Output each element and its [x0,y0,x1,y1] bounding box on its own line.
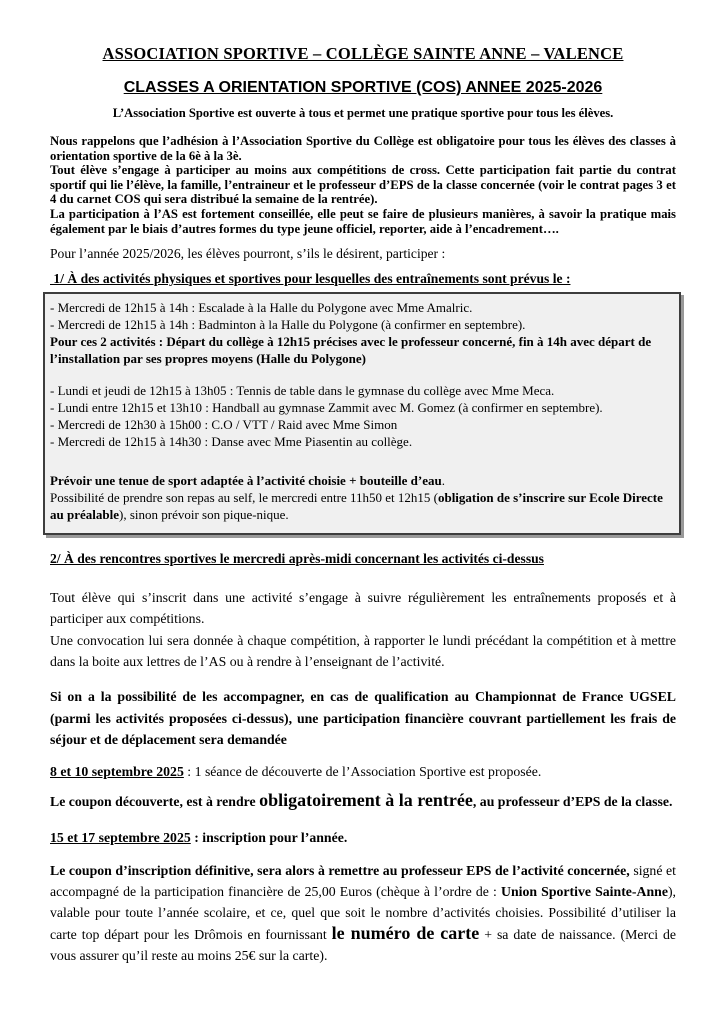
activities-departure-note: Pour ces 2 activités : Départ du collège à 12h15 précises avec le professeur concerné, fin à 14h avec départ de l’installation par ses propres moyens (Halle du Polygone) [50,334,652,367]
section1-heading: 1/ À des activités physiques et sportives pour lesquelles des entraînements sont prévus le : [50,271,571,287]
intro-block [50,134,676,236]
section2-paragraph-2: Une convocation lui sera donnée à chaque compétition, à rapporter le lundi précédant la compétition et à mettre dans la boite aux lettres de l’AS ou à rendre à l’enseignant de l’activité. [50,632,676,670]
box-spacer [50,450,673,472]
intro-paragraph-2: Tout élève s’engage à participer au moins aux compétitions de cross. Cette participation fait partie du contrat sportif qui lie l’élève, la famille, l’entraineur et le professeur d’EPS de la classe concernée (voir le contrat pages 3 et 4 du carnet COS qui sera distribué la semaine de la rentrée). [50,163,676,207]
equipment-note [50,472,673,489]
equipment-note-bold: Prévoir une tenue de sport adaptée à l’activité choisie + bouteille d’eau [50,473,442,489]
inscription-seg-bold1: Le coupon d’inscription définitive, sera alors à remettre au professeur EPS de l’activité concernée, [50,863,634,879]
box-spacer [50,367,673,382]
lunch-note-post: ), sinon prévoir son pique-nique. [118,507,289,523]
inscription-date-line [50,830,676,846]
activities-box [43,292,681,535]
doc-title: ASSOCIATION SPORTIVE – COLLÈGE SAINTE ANNE – VALENCE [102,44,624,63]
ugsel-paragraph: Si on a la possibilité de les accompagner, en cas de qualification au Championnat de France UGSEL (parmi les activités proposées ci-dessus), une participation financière couvrant partiellement les frais de séjour et de déplacement sera demandée [50,689,676,747]
inscription-seg-2: signé et accompagné de la participation financière de 25,00 Euros (chèque à l’ordre de : [50,863,676,900]
doc-subtitle: CLASSES A ORIENTATION SPORTIVE (COS) ANNEE 2025-2026 [123,79,603,96]
activity-line-handball: - Lundi entre 12h15 et 13h10 : Handball au gymnase Zammit avec M. Gomez (à confirmer en septembre). [50,400,603,416]
inscription-date: 15 et 17 septembre 2025 [50,830,191,846]
coupon-discovery-paragraph [50,790,676,814]
inscription-text: : inscription pour l’année. [190,830,348,846]
section2-block [50,587,676,672]
section2-heading: 2/ À des rencontres sportives le mercredi après-midi concernant les activités ci-dessus [50,551,544,567]
inscription-seg-4: ), valable pour toute l’année scolaire, et ce, quel que soit le nombre d’activités choisies. [50,884,676,921]
activity-line-badminton: - Mercredi de 12h15 à 14h : Badminton à la Halle du Polygone (à confirmer en septembre). [50,317,526,333]
discovery-date-line [50,764,676,780]
coupon-post: , au professeur d’EPS de la classe. [472,794,673,810]
intro-paragraph-3: La participation à l’AS est fortement conseillée, elle peut se faire de plusieurs manières, à savoir la pratique mais également par le biais d’autres formes du type jeune officiel, reporter, aide à l’encadrement…. [50,206,676,236]
discovery-text: : 1 séance de découverte de l’Association Sportive est proposée. [183,764,542,780]
inscription-seg-7: + sa date de naissance. (Merci de vous assurer qu’il reste au moins 25€ sur la carte). [50,927,677,964]
activity-line-danse: - Mercredi de 12h15 à 14h30 : Danse avec Mme Piasentin au collège. [50,434,413,450]
activity-line-co-vtt-raid: - Mercredi de 12h30 à 15h00 : C.O / VTT / Raid avec Mme Simon [50,417,398,433]
activity-line-escalade: - Mercredi de 12h15 à 14h : Escalade à la Halle du Polygone avec Mme Amalric. [50,300,473,316]
lunch-note-pre: Possibilité de prendre son repas au self, le mercredi entre 11h50 et 12h15 ( [50,490,438,506]
lunch-note [50,489,673,523]
intro-paragraph-1: Nous rappelons que l’adhésion à l’Association Sportive du Collège est obligatoire pour tous les élèves des classes à orientation sportive de la 6è à la 3è. [50,134,676,163]
equipment-note-end: . [441,473,445,489]
section2-paragraph-1: Tout élève qui s’inscrit dans une activité s’engage à suivre régulièrement les entraînements proposés et à participer aux compétitions. [50,590,676,627]
inscription-seg-payee: Union Sportive Sainte-Anne [500,884,668,900]
activity-line-tennis: - Lundi et jeudi de 12h15 à 13h05 : Tennis de table dans le gymnase du collège avec Mme Meca. [50,383,555,399]
inscription-seg-5: Possibilité d’utiliser la carte top départ pour les Drômois en fournissant [50,905,676,943]
lunch-note-bold: obligation de s’inscrire sur Ecole Directe au préalable [50,490,663,523]
inscription-paragraph [50,860,676,966]
inscription-card-number-highlight: le numéro de carte [331,923,480,944]
coupon-highlight: obligatoirement à la rentrée [259,790,473,811]
doc-tagline: L’Association Sportive est ouverte à tous et permet une pratique sportive pour tous les élèves. [112,106,614,120]
discovery-date: 8 et 10 septembre 2025 [50,764,184,780]
coupon-pre: Le coupon découverte, est à rendre [50,794,260,810]
intro-note: Pour l’année 2025/2026, les élèves pourront, s’ils le désirent, participer : [50,246,446,262]
